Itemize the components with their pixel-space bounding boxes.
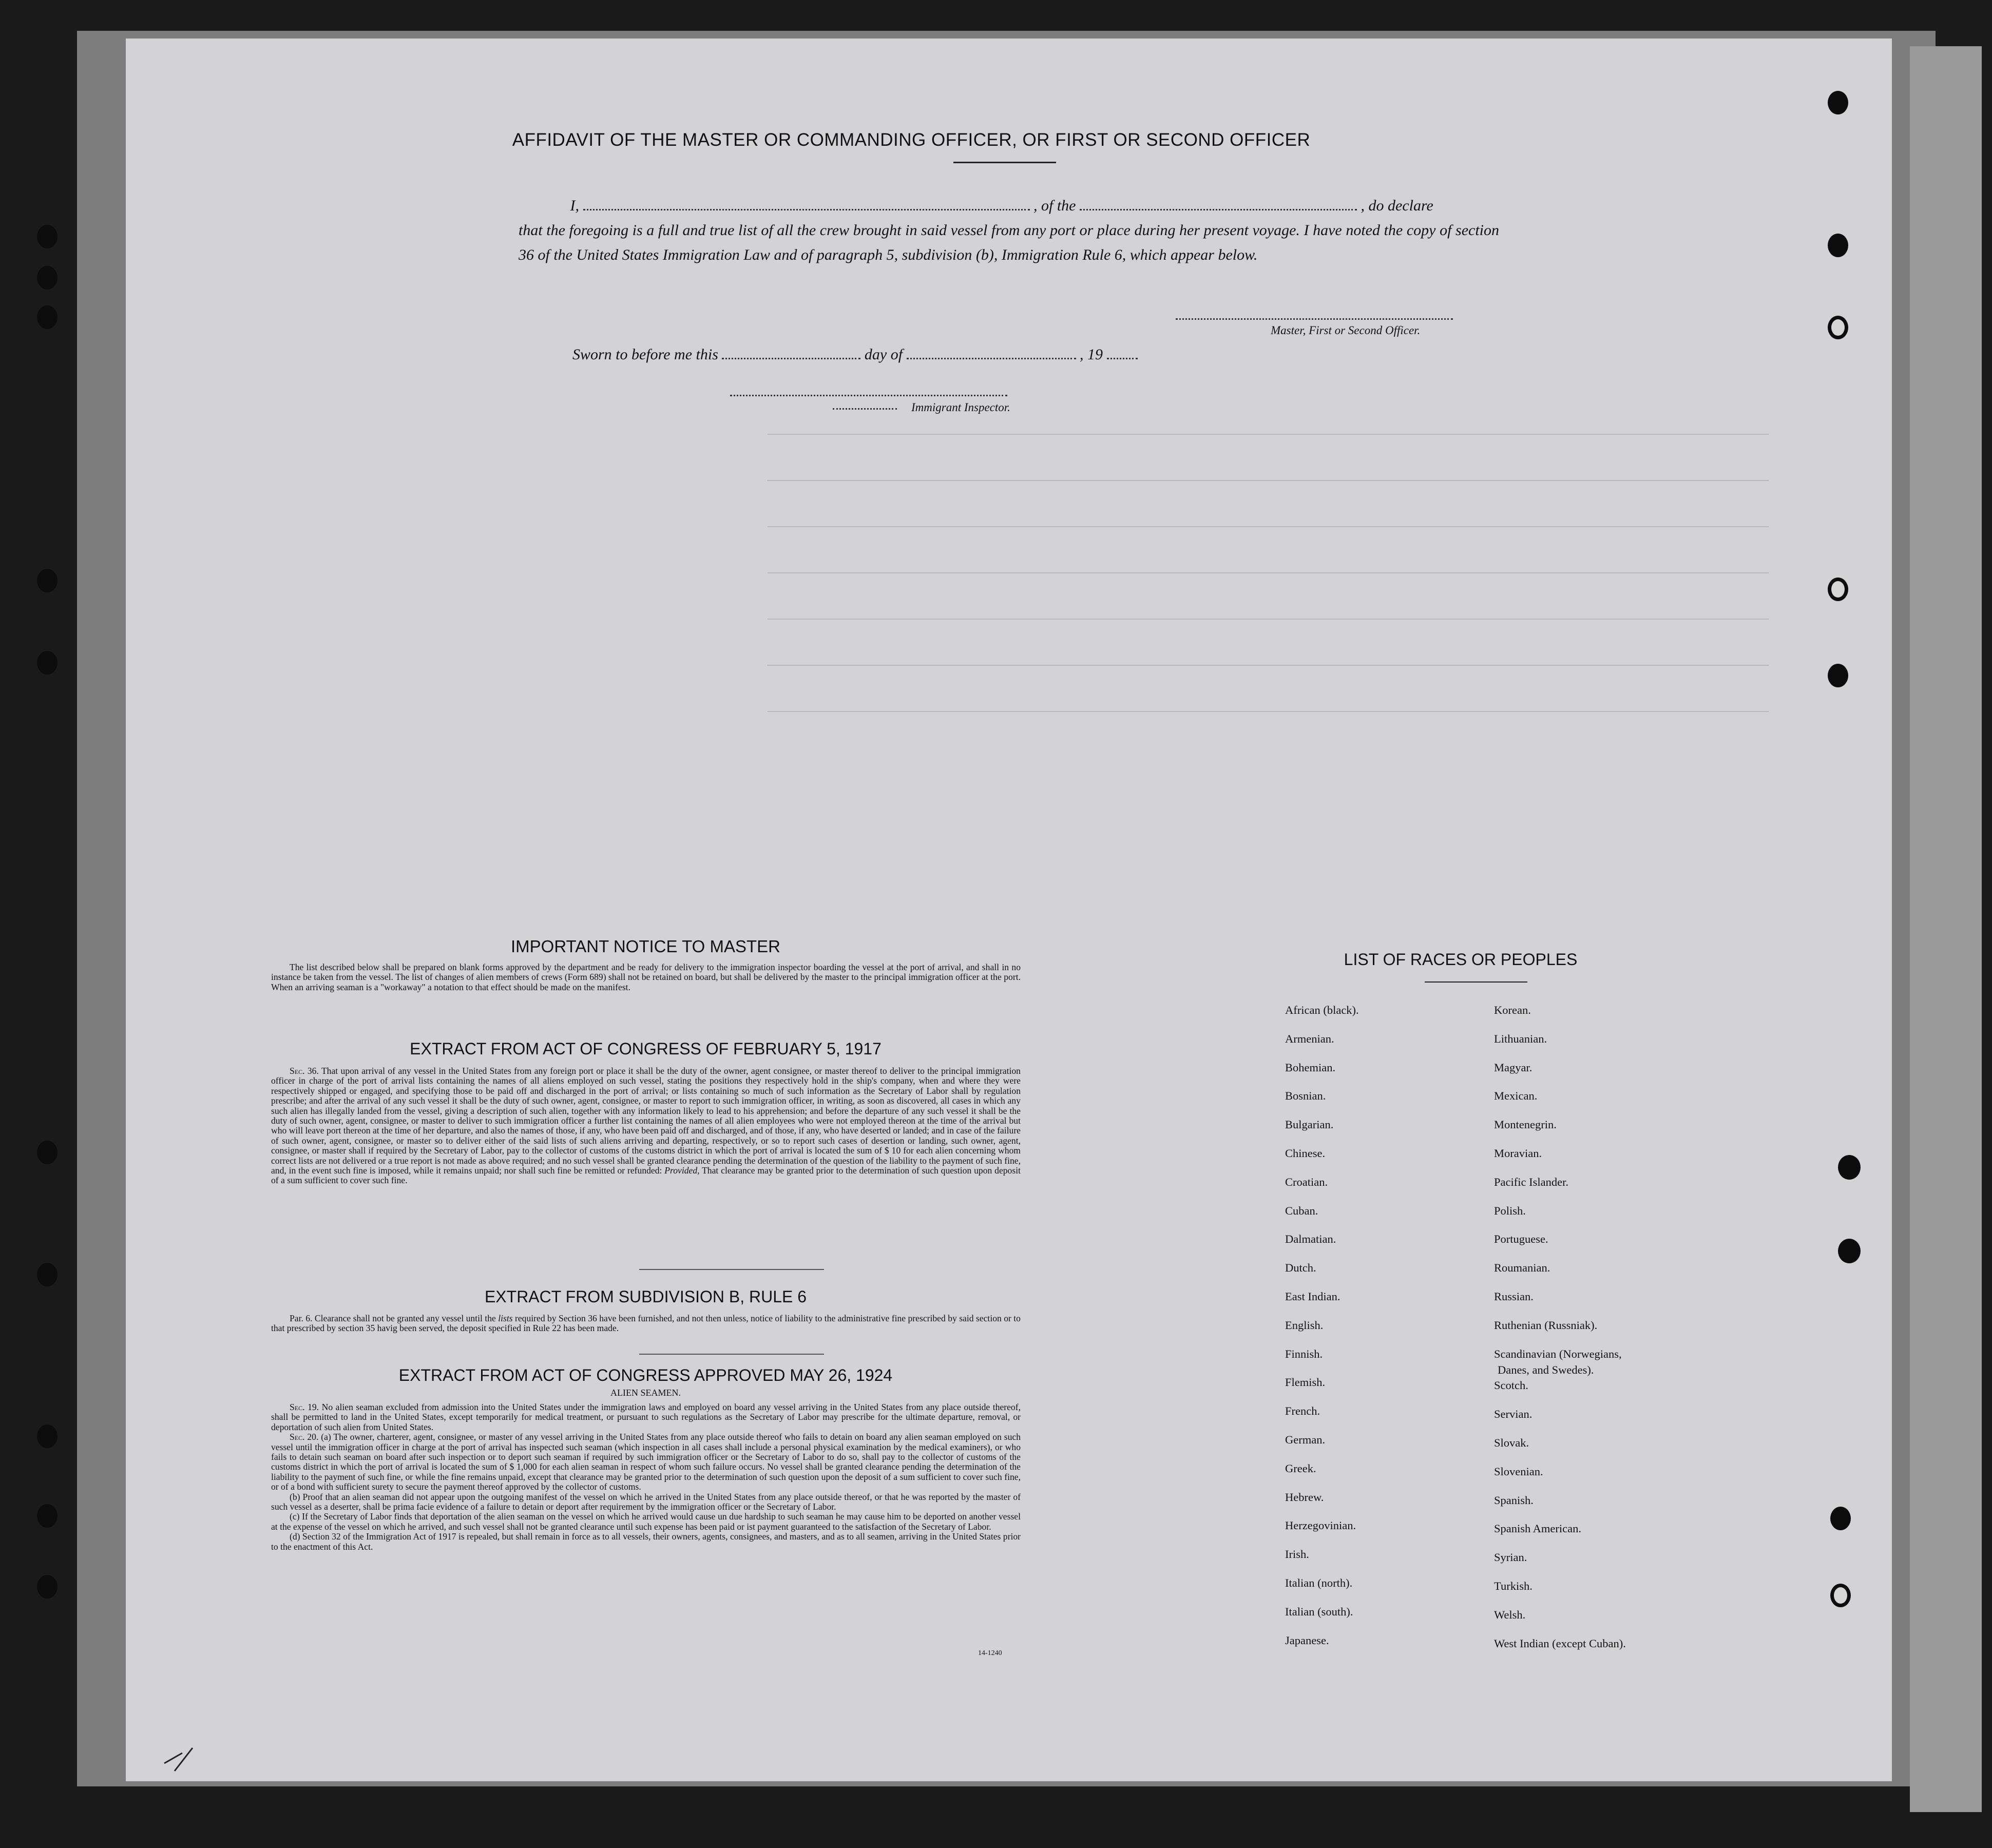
race-item: Armenian. bbox=[1285, 1032, 1334, 1045]
binder-hole-icon bbox=[37, 1575, 58, 1599]
race-item: French. bbox=[1285, 1404, 1320, 1418]
inspector-signature-line[interactable] bbox=[730, 395, 1007, 396]
binder-hole-icon bbox=[1830, 1507, 1851, 1530]
sworn-year-field[interactable] bbox=[1107, 346, 1138, 359]
inspector-dots bbox=[833, 408, 897, 410]
extract-rule6-title: EXTRACT FROM SUBDIVISION B, RULE 6 bbox=[484, 1287, 807, 1306]
form-number: 14-1240 bbox=[978, 1649, 1002, 1657]
race-item: East Indian. bbox=[1285, 1290, 1340, 1303]
race-item: Slovak. bbox=[1494, 1436, 1529, 1449]
race-item: Welsh. bbox=[1494, 1608, 1526, 1621]
extract-rule6-text bbox=[271, 1314, 1021, 1334]
par6-text-b: required by Section 36 have been furnished, and not then unless, notice of liability to the administrative fine prescribed by said section or to that prescribed by section 35 havig been served, the deposit specified in Rule 22 has been made. bbox=[271, 1313, 1021, 1334]
section-36-text: That upon arrival of any vessel in the United States from any foreign port or place it shall be the duty of the owner, agent consignee, or master thereof to deliver to the principal immigration officer in charge of the port of arrival lists containing the names of all aliens employed on such vessel, stating the positions they respectively hold in the ship's company, when and where they were respectively shipped or engaged, and specifying those to be paid off and discharged in the port of arrival; or lists containing so much of such information as the Secretary of Labor shall by regulation prescribe; and after the arrival of any such vessel it shall be the duty of such owner, agent, consignee, or master to report to such immigration officer, in writing, as soon as discovered, all cases in which any such alien has illegally landed from the vessel, giving a description of such alien, together with any information likely to lead to his apprehension; and before the departure of any such vessel it shall be the duty of such owner, agent, consignee, or master to deliver to such immigration officer a further list containing the names of all alien employees who were not employed thereon at the time of the arrival but who will leave port thereon at the time of her departure, and also the names of those, if any, who have been paid off and discharged, and of those, if any, who have deserted or landed; and in case of the failure of such owner, agent, consignee, or master so to deliver either of the said lists of such aliens arriving and departing, respectively, or so to report such cases of desertion or landing, such owner, agent, consignee, or master shall if required by the Secretary of Labor, pay to the collector of customs of the customs district in which the port of arrival is located the sum of $ 10 for each alien concerning whom correct lists are not delivered or a true report is not made as above required; and no such vessel shall be granted clearance pending the determination of the question of the liability to the payment of such fine, and, in the event such fine is imposed, while it remains unpaid; nor shall such fine be remitted or refunded: bbox=[271, 1066, 1021, 1176]
lists-word: lists bbox=[498, 1313, 513, 1323]
race-item-continuation: Danes, and Swedes). bbox=[1498, 1363, 1594, 1376]
par6-text-a: Par. 6. Clearance shall not be granted any vessel until the bbox=[290, 1313, 496, 1323]
race-item: Roumanian. bbox=[1494, 1261, 1550, 1275]
race-item: Servian. bbox=[1494, 1408, 1533, 1421]
race-item: Bohemian. bbox=[1285, 1061, 1336, 1074]
affidavit-title: AFFIDAVIT OF THE MASTER OR COMMANDING OFFICER, OR FIRST OR SECOND OFFICER bbox=[512, 130, 1311, 150]
binder-hole-icon bbox=[37, 1141, 58, 1164]
section-20-b: (b) Proof that an alien seaman did not appear upon the outgoing manifest of the vessel on which he arrived in the United States from any place outside thereof, or that he was reported by the master of such vessel as a deserter, shall be prima facie evidence of a failure to detain or deport after requirement by the immigration officer or the Secretary of Labor. bbox=[271, 1491, 1021, 1512]
affidavit-declaration bbox=[519, 194, 1499, 267]
race-item: Syrian. bbox=[1494, 1551, 1527, 1564]
race-item: Irish. bbox=[1285, 1548, 1309, 1561]
inspector-label: Immigrant Inspector. bbox=[911, 401, 1010, 414]
section-20-text: (a) The owner, charterer, agent, consignee, or master of any vessel arriving in the United States from any place outside thereof who fails to detain on board any alien seaman employed on such vessel until the immigration officer in charge at the port of arrival has inspected such seaman (which inspection in all cases shall include a personal physical examination by the medical examiners), or who fails to detain such seaman on board after such inspection or to deport such seaman if required by such immigration officer or the Secretary of Labor to do so, shall pay to the collector of customs of the customs district in which the port of arrival is located the sum of $ 1,000 for each alien seaman in respect of whom such failure occurs. No vessel shall be granted clearance pending the determination of the liability to the payment of such fine, or while the fine remains unpaid, except that clearance may be granted prior to the determination of such question upon the deposit of a sum sufficient to cover such fine, or of a bond with sufficient surety to secure the payment thereof approved by the collector of customs. bbox=[271, 1432, 1021, 1492]
race-item: German. bbox=[1285, 1433, 1326, 1446]
notice-paragraph: The list described below shall be prepared on blank forms approved by the department and be ready for delivery to the immigration inspector boarding the vessel at the port of arrival, and shall in no instance be taken from the vessel. The list of changes of alien members of crews (Form 689) shall not be retained on board, but shall be delivered by the master to the principal immigration officer at the port. When an arriving seaman is a "workaway" a notation to that effect should be made on the manifest. bbox=[271, 962, 1021, 992]
race-item: Bulgarian. bbox=[1285, 1118, 1334, 1131]
binder-hole-icon bbox=[1828, 316, 1848, 339]
race-item: Polish. bbox=[1494, 1204, 1526, 1217]
race-item: Japanese. bbox=[1285, 1633, 1329, 1647]
race-item: Italian (south). bbox=[1285, 1605, 1353, 1618]
section-19-text: No alien seaman excluded from admission into the United States under the immigration laws and employed on board any vessel arriving in the United States from any place outside thereof, shall be permitted to land in the United States, except temporarily for medical treatment, or pursuant to such regulations as the Secretary of Labor may prescribe for the ultimate departure, removal, or deportation of such alien from United States. bbox=[271, 1402, 1021, 1432]
race-item: Spanish American. bbox=[1494, 1522, 1581, 1535]
sworn-day-field[interactable] bbox=[722, 346, 860, 359]
race-item: Finnish. bbox=[1285, 1347, 1323, 1360]
race-item: Cuban. bbox=[1285, 1204, 1318, 1217]
binder-hole-icon bbox=[37, 569, 58, 592]
race-item: Lithuanian. bbox=[1494, 1032, 1547, 1045]
sworn-year-prefix: , 19 bbox=[1080, 346, 1103, 363]
race-item: Italian (north). bbox=[1285, 1576, 1353, 1589]
provided-word: Provided, bbox=[664, 1165, 700, 1176]
binder-hole-icon bbox=[37, 305, 58, 329]
vessel-name-field[interactable] bbox=[1080, 198, 1357, 210]
race-item: Flemish. bbox=[1285, 1376, 1326, 1389]
race-item: Croatian. bbox=[1285, 1175, 1328, 1188]
race-item: Herzegovinian. bbox=[1285, 1519, 1356, 1532]
binder-hole-icon bbox=[1828, 664, 1848, 687]
section-20-c: (c) If the Secretary of Labor finds that deportation of the alien seaman on the vessel on which he arrived would cause un due hardship to such seaman he may cause him to be deported on another vessel at the expense of the vessel on which he arrived, and such vessel shall not be granted clearance until such expense has been paid or ist payment guaranteed to the satisfaction of the Secretary of Labor. bbox=[271, 1511, 1021, 1532]
race-item: Russian. bbox=[1494, 1290, 1534, 1303]
extract-1917-title: EXTRACT FROM ACT OF CONGRESS OF FEBRUARY 5, 1917 bbox=[410, 1040, 882, 1058]
race-item: Dalmatian. bbox=[1285, 1233, 1336, 1246]
binder-hole-icon bbox=[1838, 1155, 1861, 1180]
document-page bbox=[126, 38, 1892, 1781]
race-item: Dutch. bbox=[1285, 1261, 1316, 1275]
race-item: Ruthenian (Russniak). bbox=[1494, 1318, 1598, 1332]
signature-line[interactable] bbox=[1176, 318, 1453, 320]
race-item: Mexican. bbox=[1494, 1089, 1538, 1103]
binder-hole-icon bbox=[37, 1504, 58, 1528]
extract-1924-text bbox=[271, 1402, 1021, 1552]
declarant-name-field[interactable] bbox=[583, 198, 1030, 210]
race-item: Korean. bbox=[1494, 1004, 1531, 1016]
sworn-month-field[interactable] bbox=[907, 346, 1076, 359]
pencil-mark-icon bbox=[162, 1743, 203, 1774]
race-item: Scandinavian (Norwegians, bbox=[1494, 1347, 1622, 1360]
binder-hole-icon bbox=[37, 1424, 58, 1448]
binder-hole-icon bbox=[1828, 91, 1848, 114]
declaration-body: that the foregoing is a full and true list of all the crew brought in said vessel from any port or place during her present voyage. I have noted the copy of section 36 of the United States Immigration Law and of paragraph 5, subdivision (b), Immigration Rule 6, which appear below. bbox=[519, 222, 1499, 263]
notice-title: IMPORTANT NOTICE TO MASTER bbox=[510, 937, 780, 956]
sworn-day-of: day of bbox=[864, 346, 903, 363]
binder-hole-icon bbox=[1830, 1584, 1851, 1607]
binder-hole-icon bbox=[37, 225, 58, 248]
race-item: Turkish. bbox=[1494, 1580, 1533, 1592]
race-item: English. bbox=[1285, 1318, 1324, 1332]
binder-hole-icon bbox=[37, 651, 58, 675]
binder-hole-icon bbox=[1828, 234, 1848, 257]
extract-divider bbox=[639, 1354, 824, 1355]
section-36-text-end: That clearance may be granted prior to the determination of such question upon deposit of a sum sufficient to cover such fine. bbox=[271, 1165, 1021, 1186]
notice-text bbox=[271, 962, 1021, 992]
race-item: Moravian. bbox=[1494, 1147, 1542, 1160]
binder-hole-icon bbox=[37, 266, 58, 290]
race-item: Slovenian. bbox=[1494, 1465, 1543, 1478]
races-title: LIST OF RACES OR PEOPLES bbox=[1344, 950, 1578, 969]
section-20-label: Sec. 20. bbox=[290, 1432, 319, 1442]
race-item: Bosnian. bbox=[1285, 1089, 1326, 1103]
section-36-label: Sec. 36. bbox=[290, 1066, 319, 1076]
binder-hole-icon bbox=[1838, 1239, 1861, 1263]
section-19-label: Sec. 19. bbox=[290, 1402, 319, 1412]
race-item: Portuguese. bbox=[1494, 1233, 1548, 1246]
race-item: Chinese. bbox=[1285, 1147, 1326, 1160]
section-20-d: (d) Section 32 of the Immigration Act of 1917 is repealed, but shall remain in force as to all vessels, their owners, agents, consignees, and masters, and as to all seamen, arriving in the United States prior to the enactment of this Act. bbox=[271, 1531, 1021, 1552]
race-item: Magyar. bbox=[1494, 1061, 1533, 1074]
race-item: Montenegrin. bbox=[1494, 1118, 1557, 1131]
races-divider bbox=[1425, 981, 1527, 983]
binder-hole-icon bbox=[1828, 578, 1848, 601]
sworn-line bbox=[572, 342, 1138, 367]
race-item: Scotch. bbox=[1494, 1379, 1528, 1392]
alien-seamen-subtitle: ALIEN SEAMEN. bbox=[610, 1388, 681, 1398]
extract-1924-title: EXTRACT FROM ACT OF CONGRESS APPROVED MAY 26, 1924 bbox=[398, 1366, 893, 1384]
race-item: West Indian (except Cuban). bbox=[1494, 1637, 1626, 1650]
do-declare-label: , do declare bbox=[1361, 197, 1433, 214]
title-divider bbox=[953, 162, 1056, 163]
race-item: Hebrew. bbox=[1285, 1490, 1324, 1504]
signature-label: Master, First or Second Officer. bbox=[1271, 324, 1421, 337]
extract-1917-text bbox=[271, 1066, 1021, 1186]
race-item: Pacific Islander. bbox=[1494, 1175, 1568, 1188]
of-the-label: , of the bbox=[1033, 197, 1076, 214]
underlying-page-edge bbox=[1910, 46, 1982, 1812]
extract-divider bbox=[639, 1269, 824, 1270]
declarant-i-label: I, bbox=[570, 197, 579, 214]
race-item: Spanish. bbox=[1494, 1493, 1534, 1507]
sworn-prefix: Sworn to before me this bbox=[572, 346, 718, 363]
race-item: African (black). bbox=[1285, 1004, 1359, 1016]
binder-hole-icon bbox=[37, 1263, 58, 1286]
race-item: Greek. bbox=[1285, 1461, 1316, 1475]
